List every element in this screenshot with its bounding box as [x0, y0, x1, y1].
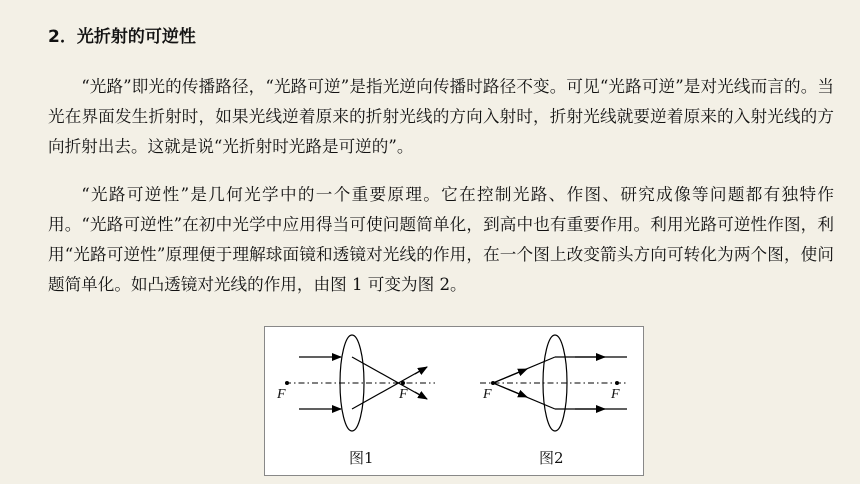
focus-label-right-1: F — [399, 387, 408, 402]
paragraph-1: “光路”即光的传播路径，“光路可逆”是指光逆向传播时路径不变。可见“光路可逆”是对光线而言的。当光在界面发生折射时，如果光线逆着原来的折射光线的方向入射时，折射光线就要逆着原来的入射光线的方向折射出去。这就是说“光折射时光路是可逆的”。 — [48, 77, 834, 156]
lens-figure — [264, 326, 644, 476]
focus-label-left-1: F — [277, 387, 286, 402]
focus-point-right-2 — [615, 381, 619, 385]
focus-point-left-1 — [285, 381, 289, 385]
focus-label-left-2: F — [483, 387, 492, 402]
figure-2-diagram — [480, 335, 627, 431]
figure-2-caption: 图2 — [539, 449, 564, 467]
paragraph-2: “光路可逆性”是几何光学中的一个重要原理。它在控制光路、作图、研究成像等问题都有独特作用。“光路可逆性”在初中光学中应用得当可使问题简单化，到高中也有重要作用。利用光路可逆性作图，利用“光路可逆性”原理便于理解球面镜和透镜对光线的作用，在一个图上改变箭头方向可转化为两个图，使问题简单化。如凸透镜对光线的作用，由图 1 可变为图 2。 — [48, 185, 834, 294]
figure-1-diagram — [285, 335, 435, 431]
focus-label-right-2: F — [611, 387, 620, 402]
lens-diagrams — [265, 327, 645, 477]
figure-1-caption: 图1 — [349, 449, 374, 467]
section-heading: 2．光折射的可逆性 — [48, 27, 196, 47]
